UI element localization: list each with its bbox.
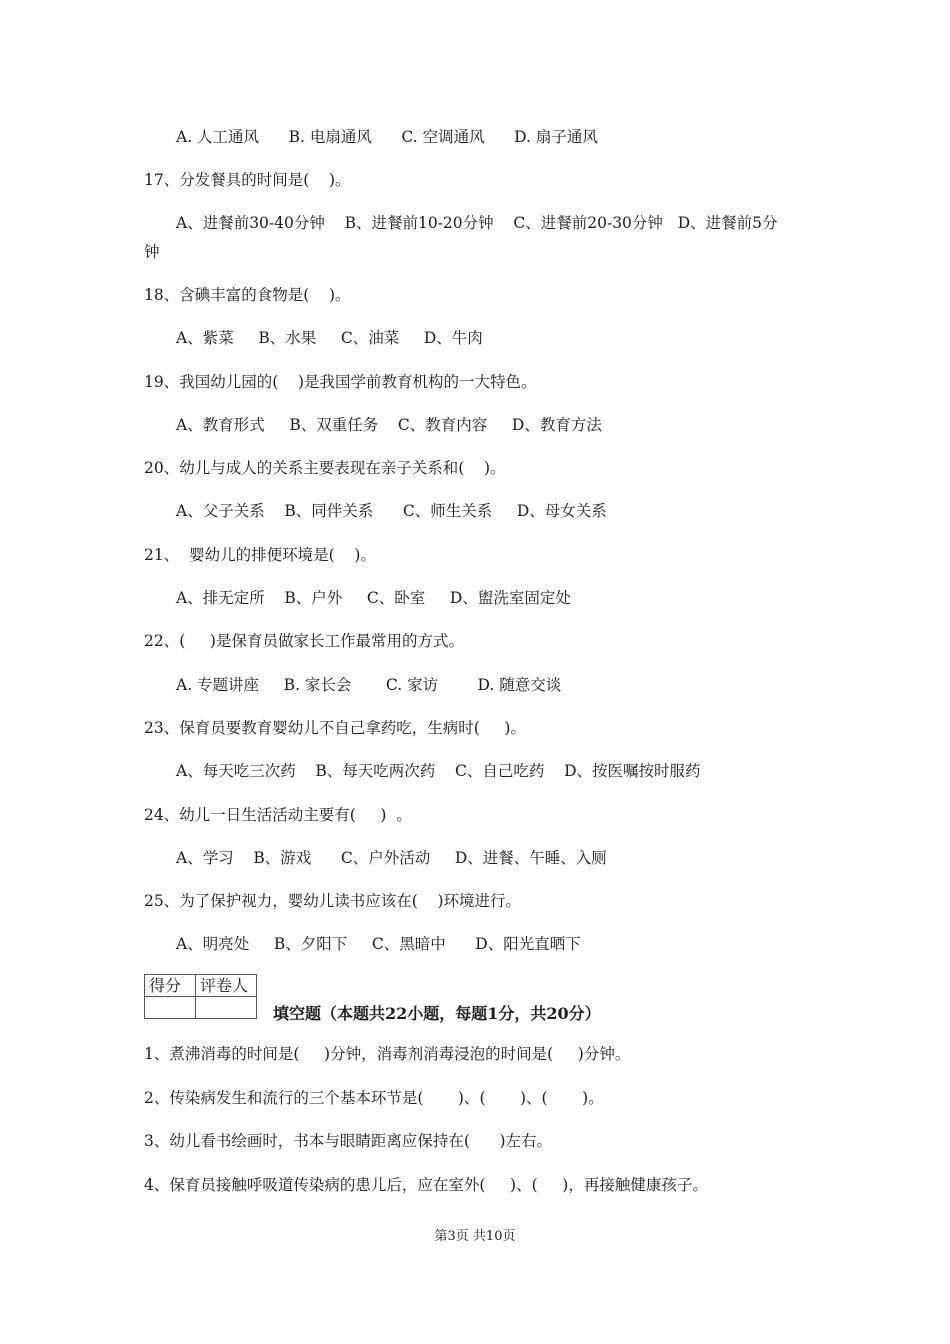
q24-options: A、学习 B、游戏 C、户外活动 D、进餐、午睡、入厕 <box>176 849 607 867</box>
q19-options: A、教育形式 B、双重任务 C、教育内容 D、教育方法 <box>176 416 602 434</box>
score-label: 得分 <box>145 975 196 997</box>
fill-question-4: 4、保育员接触呼吸道传染病的患儿后，应在室外( )、( )，再接触健康孩子。 <box>144 1176 708 1194</box>
grader-cell[interactable] <box>196 997 257 1019</box>
question-23: 23、保育员要教育婴幼儿不自己拿药吃，生病时( )。 <box>144 719 526 737</box>
q21-options: A、排无定所 B、户外 C、卧室 D、盥洗室固定处 <box>176 589 571 607</box>
q22-options: A. 专题讲座 B. 家长会 C. 家访 D. 随意交谈 <box>176 676 562 694</box>
page-footer: 第3页 共10页 <box>434 1229 516 1244</box>
q18-options: A、紫菜 B、水果 C、油菜 D、牛肉 <box>176 329 483 347</box>
fill-question-1: 1、煮沸消毒的时间是( )分钟，消毒剂消毒浸泡的时间是( )分钟。 <box>144 1045 631 1063</box>
question-20: 20、幼儿与成人的关系主要表现在亲子关系和( )。 <box>144 459 506 477</box>
question-17: 17、分发餐具的时间是( )。 <box>144 171 351 189</box>
fill-question-3: 3、幼儿看书绘画时，书本与眼睛距离应保持在( )左右。 <box>144 1132 553 1150</box>
score-box <box>144 974 257 1019</box>
question-21: 21、 婴幼儿的排便环境是( )。 <box>144 546 376 564</box>
question-24: 24、幼儿一日生活活动主要有( ) 。 <box>144 806 412 824</box>
question-25: 25、为了保护视力，婴幼儿读书应该在( )环境进行。 <box>144 892 522 910</box>
q20-options: A、父子关系 B、同伴关系 C、师生关系 D、母女关系 <box>176 502 607 520</box>
q17-options-continued: 钟 <box>144 243 160 261</box>
q23-options: A、每天吃三次药 B、每天吃两次药 C、自己吃药 D、按医嘱按时服药 <box>176 762 701 780</box>
fill-question-2: 2、传染病发生和流行的三个基本环节是( )、( )、( )。 <box>144 1089 604 1107</box>
question-18: 18、含碘丰富的食物是( )。 <box>144 286 351 304</box>
score-cell[interactable] <box>145 997 196 1019</box>
question-22: 22、( )是保育员做家长工作最常用的方式。 <box>144 632 464 650</box>
question-19: 19、我国幼儿园的( )是我国学前教育机构的一大特色。 <box>144 373 537 391</box>
q25-options: A、明亮处 B、夕阳下 C、黑暗中 D、阳光直晒下 <box>176 935 581 953</box>
section-title: 填空题（本题共22小题，每题1分，共20分） <box>273 1004 601 1023</box>
q17-options: A、进餐前30-40分钟 B、进餐前10-20分钟 C、进餐前20-30分钟 D、进餐前5分 <box>176 214 778 232</box>
grader-label: 评卷人 <box>196 975 257 997</box>
q16-options: A. 人工通风 B. 电扇通风 C. 空调通风 D. 扇子通风 <box>176 128 598 146</box>
